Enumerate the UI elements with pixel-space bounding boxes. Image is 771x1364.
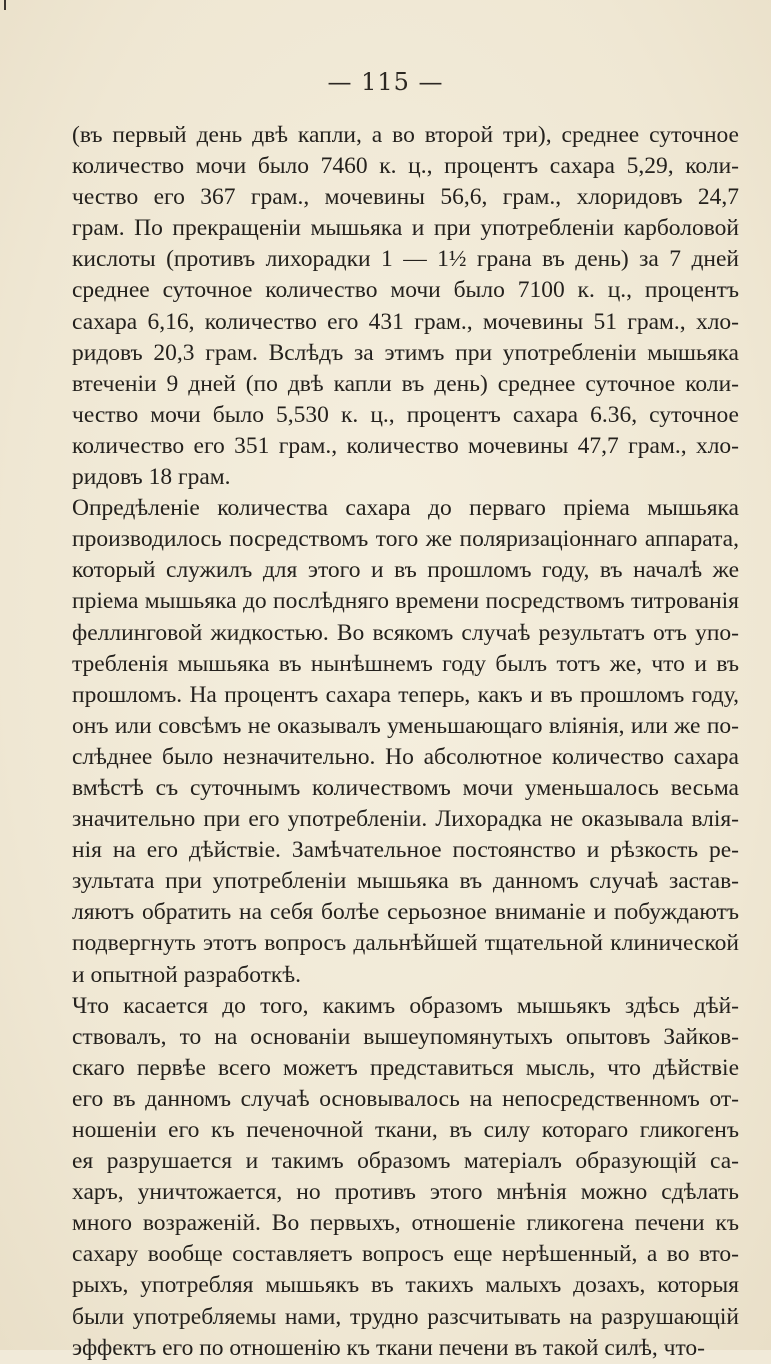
text-line: феллинговой жидкостью. Во всякомъ случаѣ результатъ отъ упо- (72, 619, 739, 646)
text-line: слѣднее было незначительно. Но абсолютное количество сахара (72, 743, 739, 770)
page-corner-mark (4, 0, 20, 10)
text-line: количество мочи было 7460 к. ц., процентъ сахара 5,29, коли- (72, 153, 739, 180)
text-line: харъ, уничтожается, но противъ этого мнѣнія можно сдѣлать (72, 1179, 739, 1206)
text-line: чество мочи было 5,530 к. ц., процентъ сахара 6.36, суточное (72, 401, 739, 428)
paragraph-2 (72, 493, 739, 991)
paragraph-1 (72, 120, 739, 493)
text-line: онъ или совсѣмъ не оказывалъ уменьшающаго вліянія, или же по- (72, 712, 739, 739)
text-line: который служилъ для этого и въ прошломъ году, въ началѣ же (72, 557, 739, 584)
text-line: подвергнуть этотъ вопросъ дальнѣйшей тщательной клинической (72, 930, 739, 957)
text-line: кислоты (противъ лихорадки 1 — 1½ грана въ день) за 7 дней (72, 246, 739, 273)
text-line: втеченіи 9 дней (по двѣ капли въ день) среднее суточное коли- (72, 370, 739, 397)
text-line: требленія мышьяка въ нынѣшнемъ году былъ тотъ же, что и въ (72, 650, 739, 677)
text-line: (въ первый день двѣ капли, а во второй три), среднее суточное (72, 122, 739, 148)
text-line: ствовалъ, то на основаніи вышеупомянутыхъ опытовъ Зайков- (72, 1023, 739, 1050)
paragraph-3 (72, 991, 739, 1364)
text-line: много возраженій. Во первыхъ, отношеніе гликогена печени къ (72, 1210, 739, 1237)
body-text (72, 120, 739, 1364)
text-line: эффектъ его по отношенію къ ткани печени въ такой силѣ, что- (72, 1334, 705, 1361)
text-line: прошломъ. На процентъ сахара теперь, какъ и въ прошломъ году, (72, 681, 739, 708)
text-line: пріема мышьяка до послѣдняго времени посредствомъ титрованія (72, 588, 739, 615)
text-line: количество его 351 грам., количество мочевины 47,7 грам., хло- (72, 432, 739, 459)
text-line: среднее суточное количество мочи было 7100 к. ц., процентъ (72, 277, 739, 304)
text-line: рыхъ, употребляя мышьякъ въ такихъ малыхъ дозахъ, которыя (72, 1272, 739, 1299)
text-line: ридовъ 18 грам. (72, 464, 231, 491)
text-line: сахара 6,16, количество его 431 грам., мочевины 51 грам., хло- (72, 308, 739, 335)
text-line: ношеніи его къ печеночной ткани, въ силу котораго гликогенъ (72, 1117, 739, 1143)
text-line: Опредѣленіе количества сахара до перваго пріема мышьяка (72, 495, 739, 522)
text-line: вмѣстѣ съ суточнымъ количествомъ мочи уменьшалось весьма (72, 774, 739, 801)
text-line: нія на его дѣйствіе. Замѣчательное постоянство и рѣзкость ре- (72, 837, 739, 864)
text-line: значительно при его употребленіи. Лихорадка не оказывала влія- (72, 806, 739, 833)
text-line: грам. По прекращеніи мышьяка и при употребленіи карболовой (72, 215, 739, 242)
text-line: ридовъ 20,3 грам. Вслѣдъ за этимъ при употребленіи мышьяка (72, 339, 739, 366)
text-line: скаго первѣе всего можетъ представиться мысль, что дѣйствіе (72, 1054, 739, 1081)
text-line: и опытной разработкѣ. (72, 961, 301, 988)
text-line: ея разрушается и такимъ образомъ матеріалъ образующій са- (72, 1148, 739, 1175)
text-line: производилось посредствомъ того же поляризаціоннаго аппарата, (72, 526, 739, 553)
text-line: были употребляемы нами, трудно разсчитывать на разрушающій (72, 1303, 739, 1330)
page-number: — 115 — (327, 68, 444, 96)
text-line: сахару вообще составляетъ вопросъ еще нерѣшенный, а во вто- (72, 1241, 739, 1268)
text-line: его въ данномъ случаѣ основывалось на непосредственномъ от- (72, 1085, 739, 1112)
text-line: ляютъ обратить на себя болѣе серьозное вниманіе и побуждаютъ (72, 899, 739, 926)
text-line: зультата при употребленіи мышьяка въ данномъ случаѣ застав- (72, 868, 739, 895)
text-line: Что касается до того, какимъ образомъ мышьякъ здѣсь дѣй- (72, 992, 739, 1019)
text-line: чество его 367 грам., мочевины 56,6, грам., хлоридовъ 24,7 (72, 184, 739, 211)
